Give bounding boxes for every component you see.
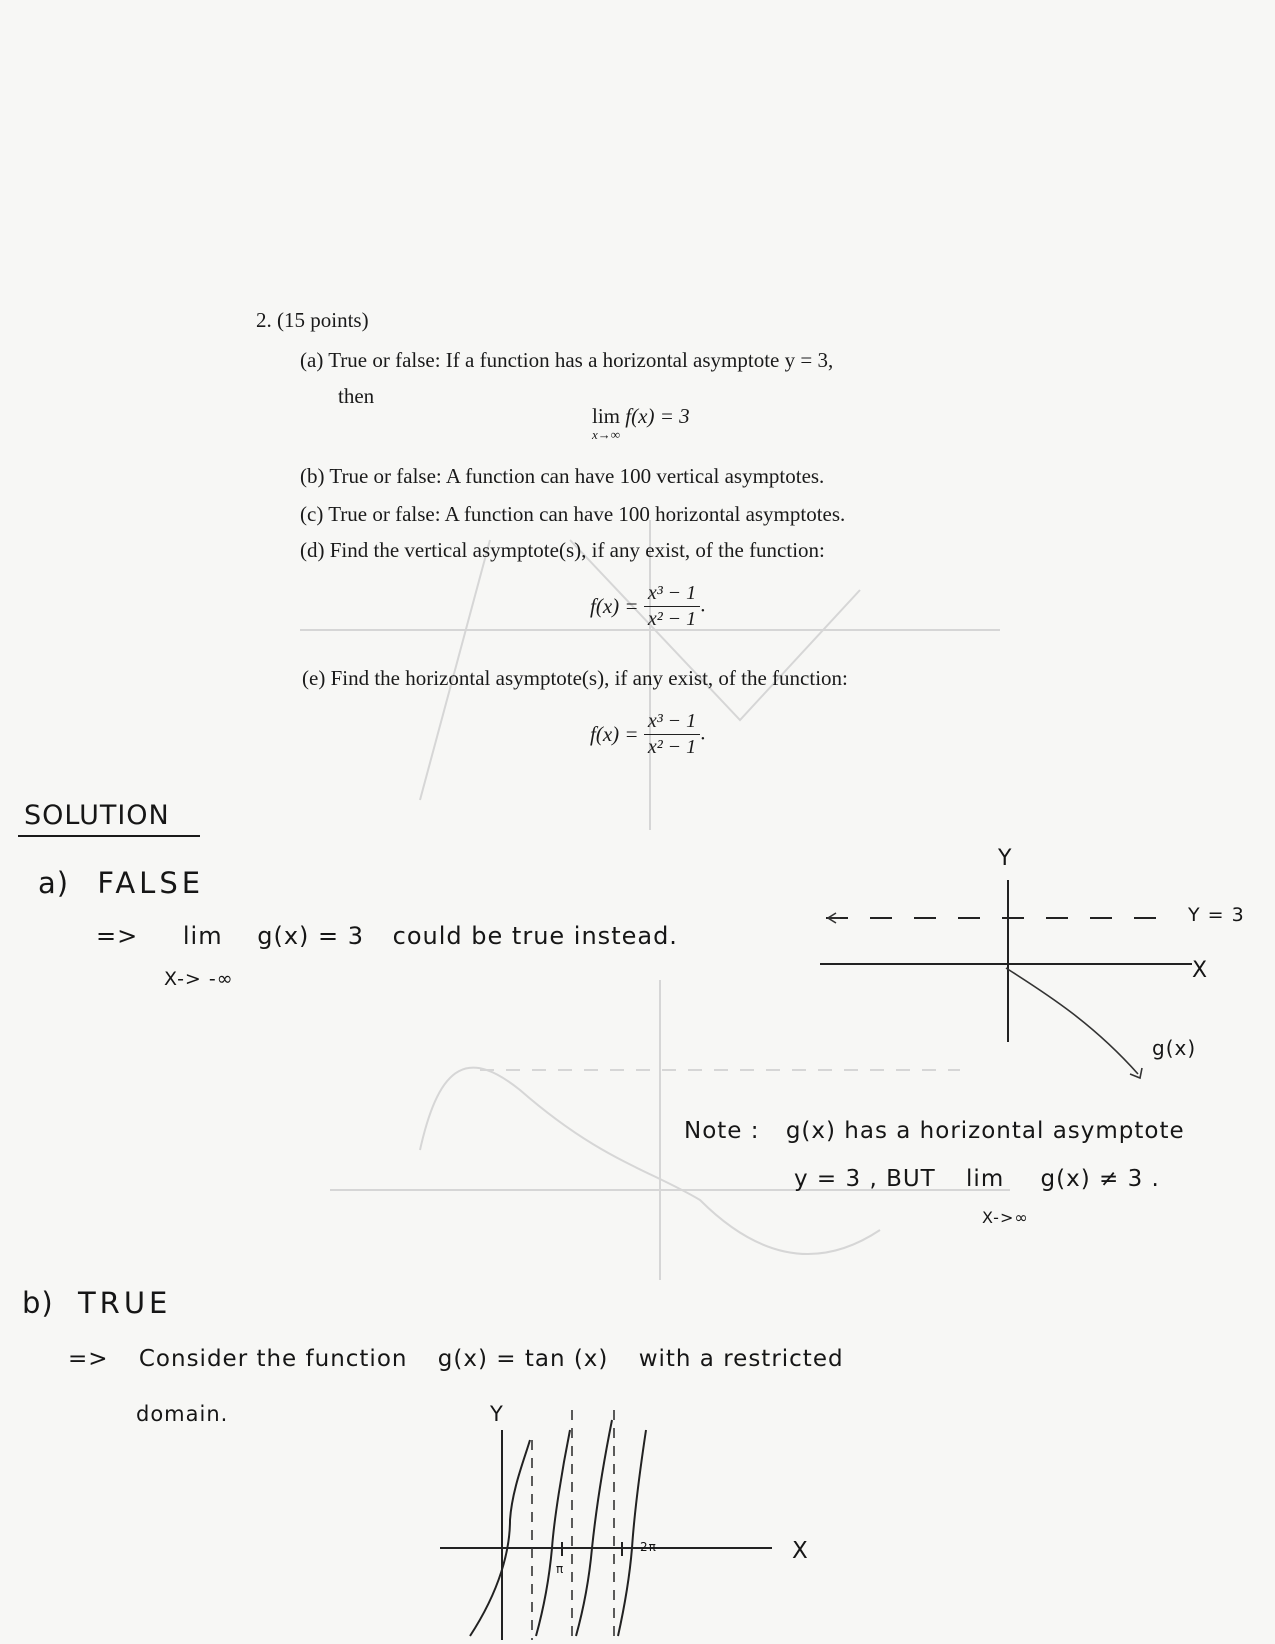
solution-a-lim-expr: g(x) = 3 (257, 922, 365, 950)
note-label: Note : (684, 1118, 760, 1144)
solution-a-answer: FALSE (97, 866, 205, 900)
part-d-function (590, 582, 705, 631)
solution-b-text: Consider the function (138, 1346, 408, 1372)
part-e-numerator: x³ − 1 (644, 710, 700, 735)
solution-a-lim-sub: X-> -∞ (164, 968, 234, 990)
graph-b-tick1-label: π (556, 1562, 565, 1576)
solution-b-arrow: => (68, 1346, 109, 1372)
solution-b-graph (420, 1400, 800, 1640)
solution-a-label: a) (38, 866, 70, 900)
graph-b-branch-3 (576, 1420, 612, 1636)
part-d-period: . (700, 592, 706, 617)
graph-b-x-label: X (792, 1538, 809, 1564)
graph-b-y-label: Y (490, 1402, 504, 1426)
part-c-label: (c) (300, 502, 324, 526)
note-lim-sub: X->∞ (982, 1208, 1029, 1227)
part-b-text: True or false: A function can have 100 vertical asymptotes. (329, 464, 825, 488)
part-a-limit: lim (592, 404, 621, 428)
part-e-denominator: x² − 1 (647, 736, 697, 758)
part-d-label: (d) (300, 538, 325, 562)
solution-a-arrow: => (96, 922, 139, 950)
graph-b-branch-4 (618, 1430, 646, 1636)
part-a-then: then (338, 384, 375, 408)
graph-b-tick2-label: 2π (640, 1540, 657, 1554)
problem-number: 2. (256, 308, 272, 332)
part-e-text: Find the horizontal asymptote(s), if any exist, of the function: (330, 666, 848, 690)
part-d-denominator: x² − 1 (647, 608, 697, 630)
part-a-text: True or false: If a function has a horizontal asymptote y = 3, (328, 348, 834, 372)
solution-heading: SOLUTION (24, 800, 170, 831)
graph-a-curve (828, 913, 1142, 1078)
solution-a-lim: lim (182, 922, 223, 950)
graph-a-y-label: Y (998, 846, 1013, 871)
part-e-label: (e) (302, 666, 326, 690)
note-lim: lim (966, 1166, 1005, 1192)
note-line2: y = 3 , BUT (794, 1166, 936, 1192)
graph-b-branch-1 (470, 1440, 530, 1636)
part-a-label: (a) (300, 348, 324, 372)
part-e-lhs: f(x) = (590, 722, 639, 746)
solution-b-func: g(x) = tan (x) (437, 1346, 609, 1372)
solution-a-graph (800, 860, 1100, 1080)
part-a-limit-sub: x→∞ (592, 427, 621, 442)
part-c-text: True or false: A function can have 100 horizontal asymptotes. (328, 502, 846, 526)
part-e-period: . (700, 720, 706, 745)
note-line1: g(x) has a horizontal asymptote (785, 1118, 1185, 1144)
part-e-function (590, 710, 705, 759)
part-b-label: (b) (300, 464, 325, 488)
solution-b-answer: TRUE (77, 1286, 172, 1320)
solution-b-text3: domain. (136, 1402, 229, 1426)
problem-points: (15 points) (277, 308, 369, 332)
graph-a-asymptote-label: Y = 3 (1188, 904, 1245, 926)
graph-a-curve-label: g(x) (1152, 1036, 1197, 1060)
solution-heading-underline (18, 834, 218, 840)
solution-b-text2: with a restricted (638, 1346, 844, 1372)
part-d-lhs: f(x) = (590, 594, 639, 618)
solution-b-label: b) (22, 1286, 54, 1320)
part-d-text: Find the vertical asymptote(s), if any exist, of the function: (329, 538, 825, 562)
note-expr: g(x) ≠ 3 . (1040, 1166, 1160, 1192)
graph-b-branch-2 (536, 1430, 570, 1636)
graph-a-x-label: X (1192, 958, 1209, 983)
part-d-numerator: x³ − 1 (644, 582, 700, 607)
part-a-limit-expr: f(x) = 3 (625, 404, 690, 428)
solution-a-rest: could be true instead. (392, 922, 678, 950)
